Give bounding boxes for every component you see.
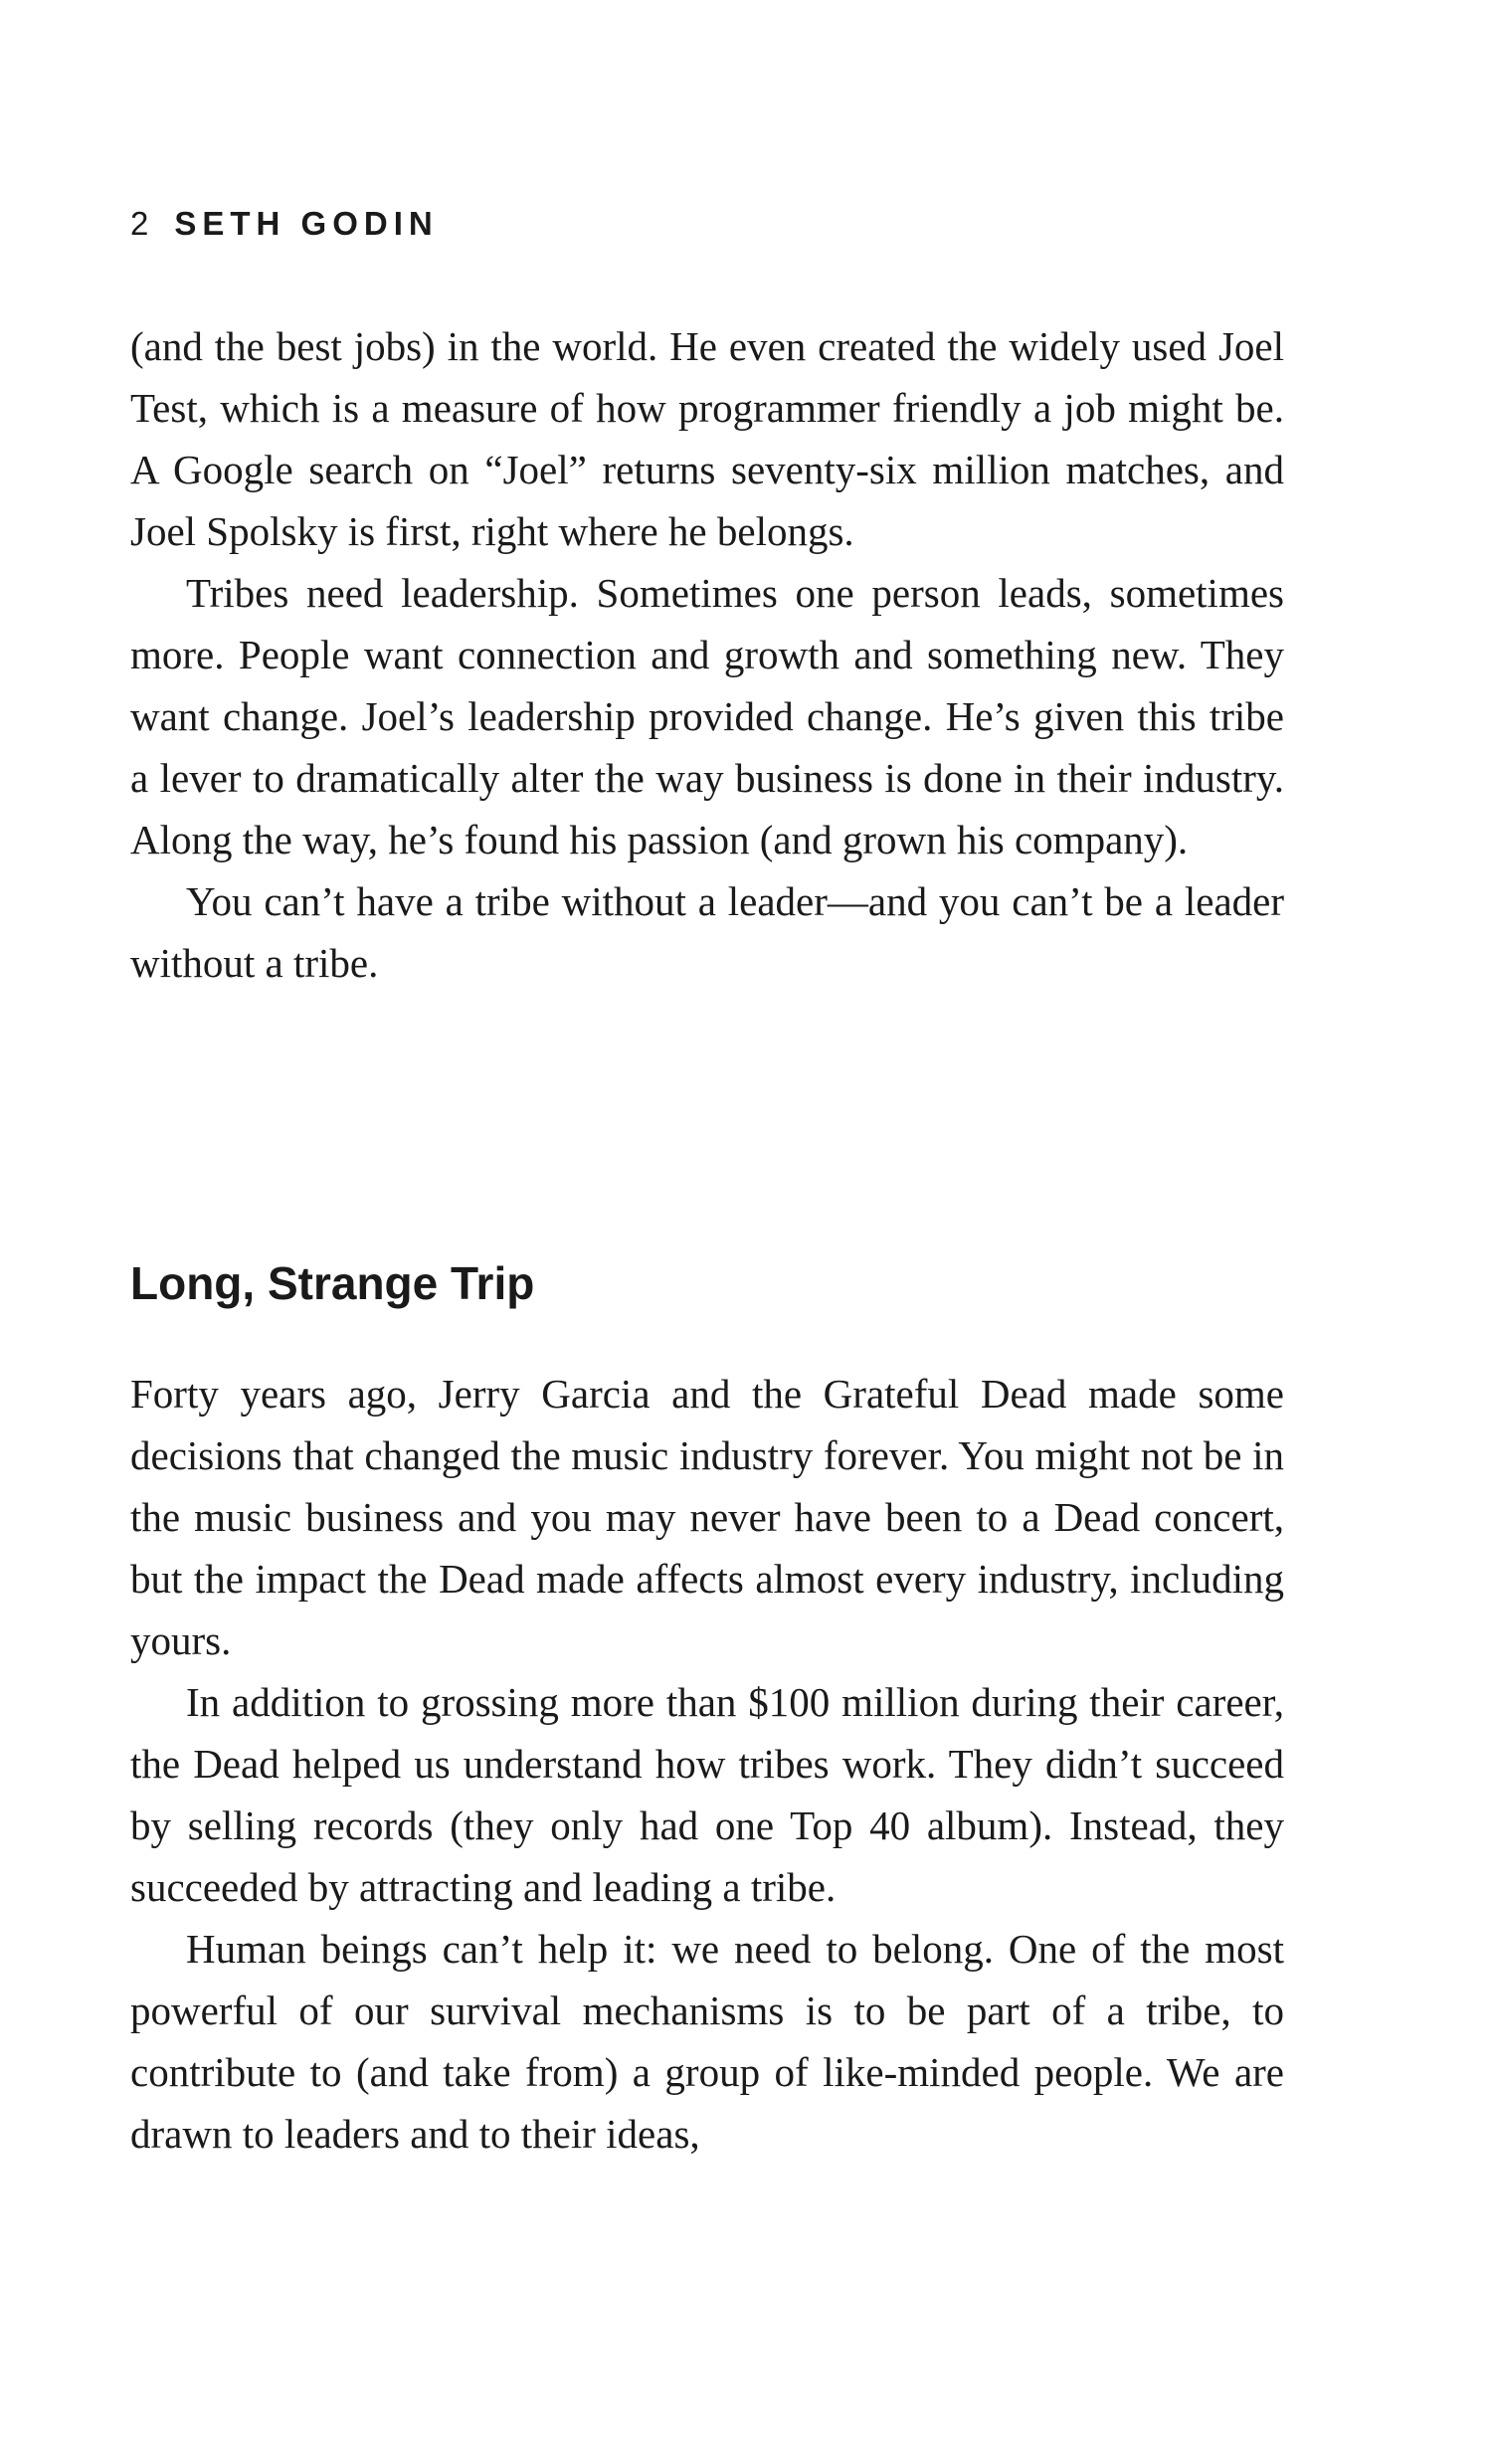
body-text-top: [130, 315, 1284, 994]
page-number: 2: [130, 205, 149, 242]
section-heading: Long, Strange Trip: [130, 1257, 535, 1309]
running-head: [130, 204, 439, 244]
paragraph: Human beings can’t help it: we need to belong. One of the most powerful of our survival mechanisms is to be part of a tribe, to contribute to (and take from) a group of like-minded people. We are drawn to leaders and to their ideas,: [130, 1926, 1284, 2157]
paragraph: You can’t have a tribe without a leader—and you can’t be a leader without a tribe.: [130, 878, 1284, 986]
paragraph: (and the best jobs) in the world. He even created the widely used Joel Test, which is a measure of how programmer friendly a job might be. A Google search on “Joel” returns seventy-six million matches, and Joel Spolsky is first, right where he belongs.: [130, 323, 1284, 554]
paragraph: In addition to grossing more than $100 million during their career, the Dead helped us understand how tribes work. They didn’t succeed by selling records (they only had one Top 40 album). Instead, they succeeded by attracting and leading a tribe.: [130, 1679, 1284, 1910]
paragraph: Tribes need leadership. Sometimes one person leads, sometimes more. People want connection and growth and something new. They want change. Joel’s leadership provided change. He’s given this tribe a lever to dramatically alter the way business is done in their industry. Along the way, he’s found his passion (and grown his company).: [130, 570, 1284, 862]
body-text-section: [130, 1363, 1284, 2165]
paragraph: Forty years ago, Jerry Garcia and the Grateful Dead made some decisions that changed the music industry forever. You might not be in the music business and you may never have been to a Dead concert, but the impact the Dead made affects almost every industry, including yours.: [130, 1371, 1284, 1663]
author-name: SETH GODIN: [174, 205, 439, 242]
